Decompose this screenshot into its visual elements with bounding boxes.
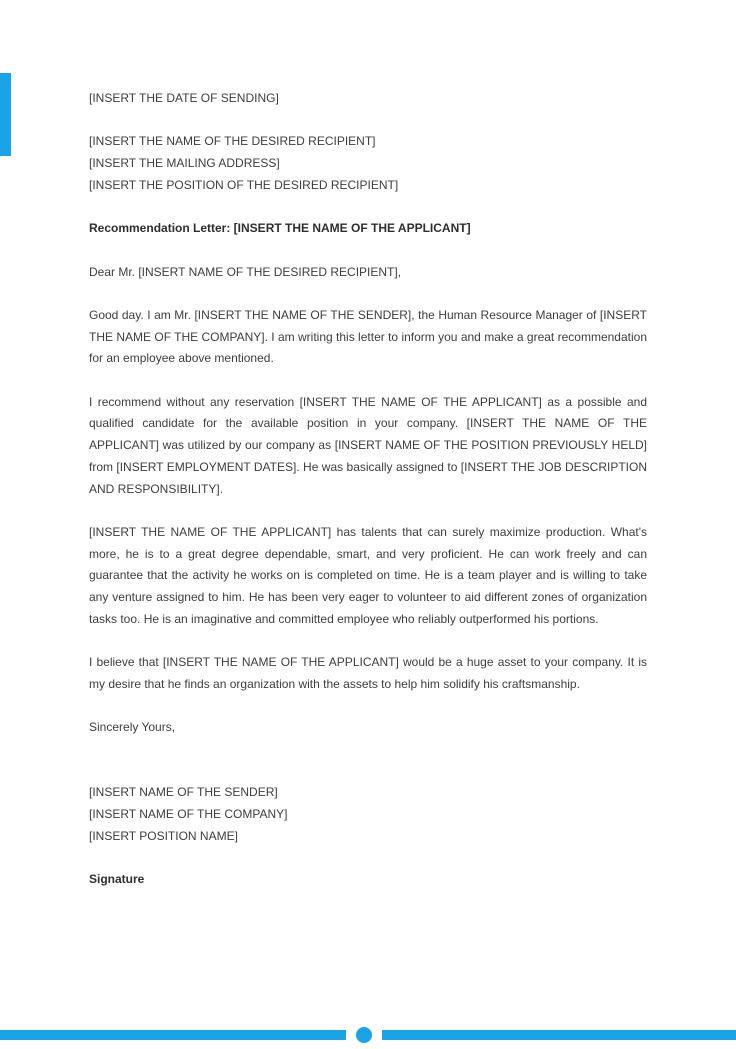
sender-name: [INSERT NAME OF THE SENDER] — [89, 785, 278, 800]
closing: Sincerely Yours, — [89, 720, 176, 735]
footer-dot — [356, 1027, 372, 1043]
paragraph-recommendation: I recommend without any reservation [INSERT THE NAME OF THE APPLICANT] as a possible and qualified candidate for the available position in your company. [INSERT THE NAME OF THE APPLICANT] was utilized by our company as [INSERT NAME OF THE POSITION PREVIOUSLY HELD] from [INSERT EMPLOYMENT DATES]. He was basically assigned to [INSERT THE JOB DESCRIPTION AND RESPONSIBILITY]. — [89, 394, 647, 496]
recipient-name: [INSERT THE NAME OF THE DESIRED RECIPIENT] — [89, 134, 376, 149]
recipient-block — [89, 131, 647, 196]
paragraph-conclusion: I believe that [INSERT THE NAME OF THE APPLICANT] would be a huge asset to your company. It is my desire that he finds an organization with the assets to help him solidify his craftsmanship. — [89, 655, 647, 691]
recipient-position: [INSERT THE POSITION OF THE DESIRED RECIPIENT] — [89, 177, 399, 192]
closing-block — [89, 717, 647, 739]
sender-company: [INSERT NAME OF THE COMPANY] — [89, 807, 288, 822]
sender-position: [INSERT POSITION NAME] — [89, 828, 238, 843]
paragraph-talents: [INSERT THE NAME OF THE APPLICANT] has talents that can surely maximize production. What's more, he is to a great degree dependable, smart, and very proficient. He can work freely and can guarantee that the activity he works on is completed on time. He is a team player and is willing to take any venture assigned to him. He has been very eager to volunteer to aid different zones of organization tasks too. He is an imaginative and committed employee who reliably outperformed his portions. — [89, 524, 647, 626]
footer-decoration — [0, 1026, 736, 1040]
date-block — [89, 88, 647, 110]
accent-bar — [0, 73, 11, 156]
subject-block — [89, 218, 647, 240]
date-line: [INSERT THE DATE OF SENDING] — [89, 91, 279, 105]
salutation: Dear Mr. [INSERT NAME OF THE DESIRED RECIPIENT], — [89, 264, 402, 279]
subject-line: Recommendation Letter: [INSERT THE NAME OF THE APPLICANT] — [89, 221, 471, 236]
letter-body — [89, 88, 647, 891]
signature-label: Signature — [89, 872, 145, 887]
salutation-block — [89, 262, 647, 284]
paragraph-intro: Good day. I am Mr. [INSERT THE NAME OF THE SENDER], the Human Resource Manager of [INSERT THE NAME OF THE COMPANY]. I am writing this letter to inform you and make a great recommendation for an employee above mentioned. — [89, 307, 647, 366]
signature-block — [89, 869, 647, 891]
sender-block — [89, 782, 647, 847]
recipient-address: [INSERT THE MAILING ADDRESS] — [89, 156, 280, 171]
